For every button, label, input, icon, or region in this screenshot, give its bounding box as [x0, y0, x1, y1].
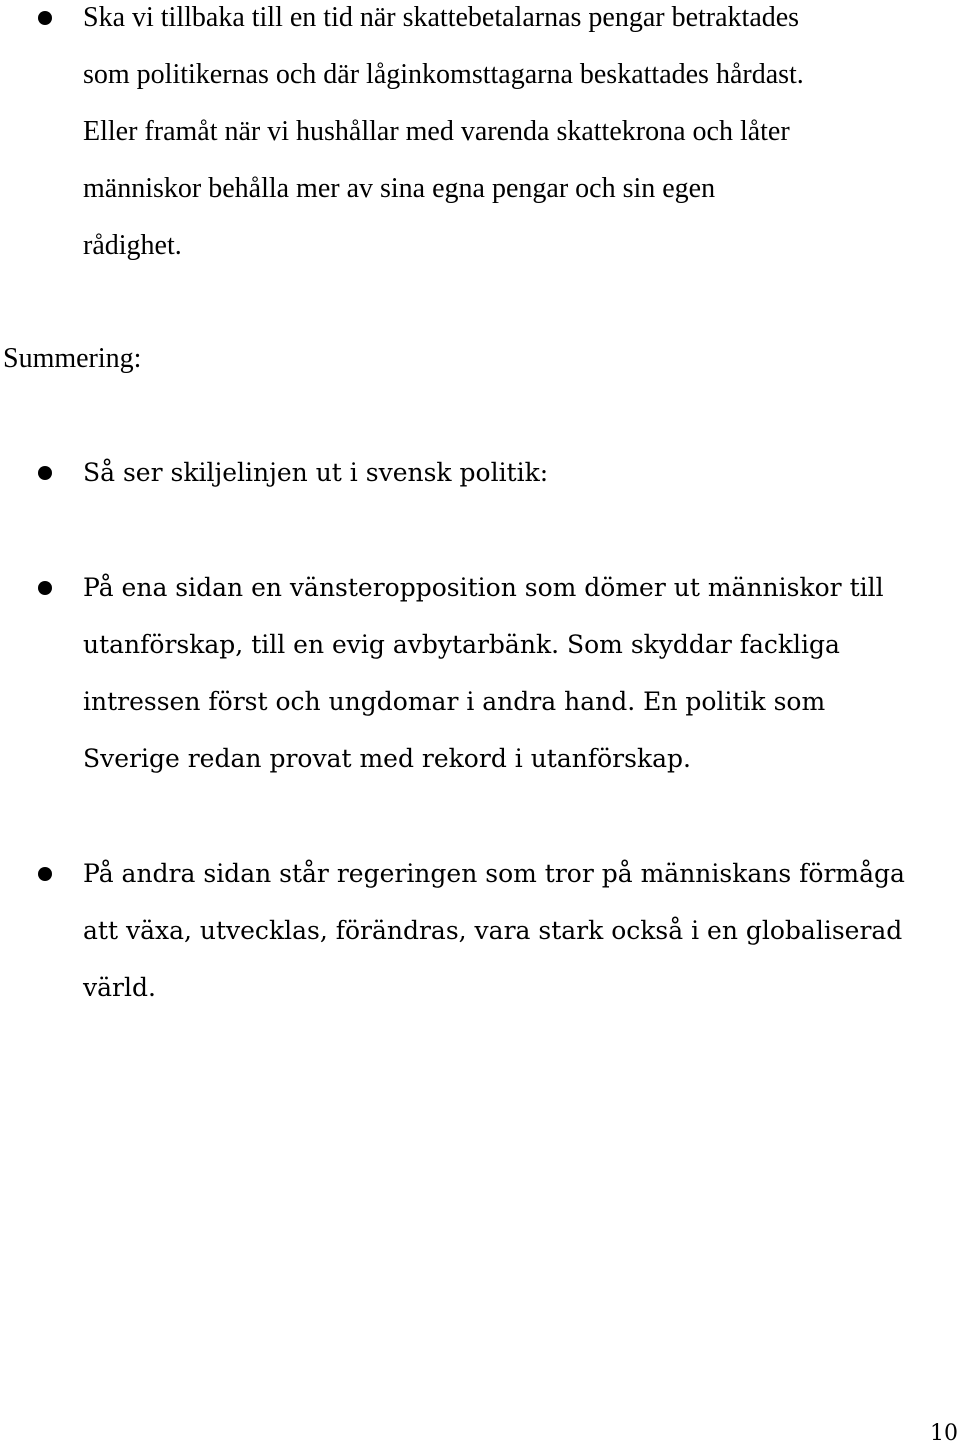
section-heading: Summering: [3, 343, 142, 374]
bullet-icon [38, 466, 52, 480]
list-item-text [83, 444, 953, 501]
list-item-text [83, 0, 953, 274]
text-line: På andra sidan står regeringen som tror på människans förmåga [83, 859, 905, 888]
text-line: Eller framåt när vi hushållar med varenda skattekrona och låter [83, 116, 790, 147]
text-line: Ska vi tillbaka till en tid när skattebetalarnas pengar betraktades [83, 2, 800, 33]
text-line: Sverige redan provat med rekord i utanförskap. [83, 744, 691, 773]
text-line: Så ser skiljelinjen ut i svensk politik: [83, 458, 549, 487]
list-item-text [83, 559, 953, 787]
text-line: utanförskap, till en evig avbytarbänk. Som skyddar fackliga [83, 630, 840, 659]
text-line: att växa, utvecklas, förändras, vara stark också i en globaliserad [83, 916, 903, 945]
text-line: intressen först och ungdomar i andra hand. En politik som [83, 687, 826, 716]
bullet-icon [38, 11, 52, 25]
text-line: människor behålla mer av sina egna pengar och sin egen [83, 173, 716, 204]
page-number: 10 [930, 1421, 958, 1446]
text-line: värld. [83, 973, 156, 1002]
bullet-icon [38, 581, 52, 595]
bullet-icon [38, 867, 52, 881]
text-line: som politikernas och där låginkomsttagarna beskattades hårdast. [83, 59, 804, 90]
text-line: rådighet. [83, 230, 182, 261]
list-item-text [83, 845, 953, 1016]
text-line: På ena sidan en vänsteropposition som dömer ut människor till [83, 573, 884, 602]
